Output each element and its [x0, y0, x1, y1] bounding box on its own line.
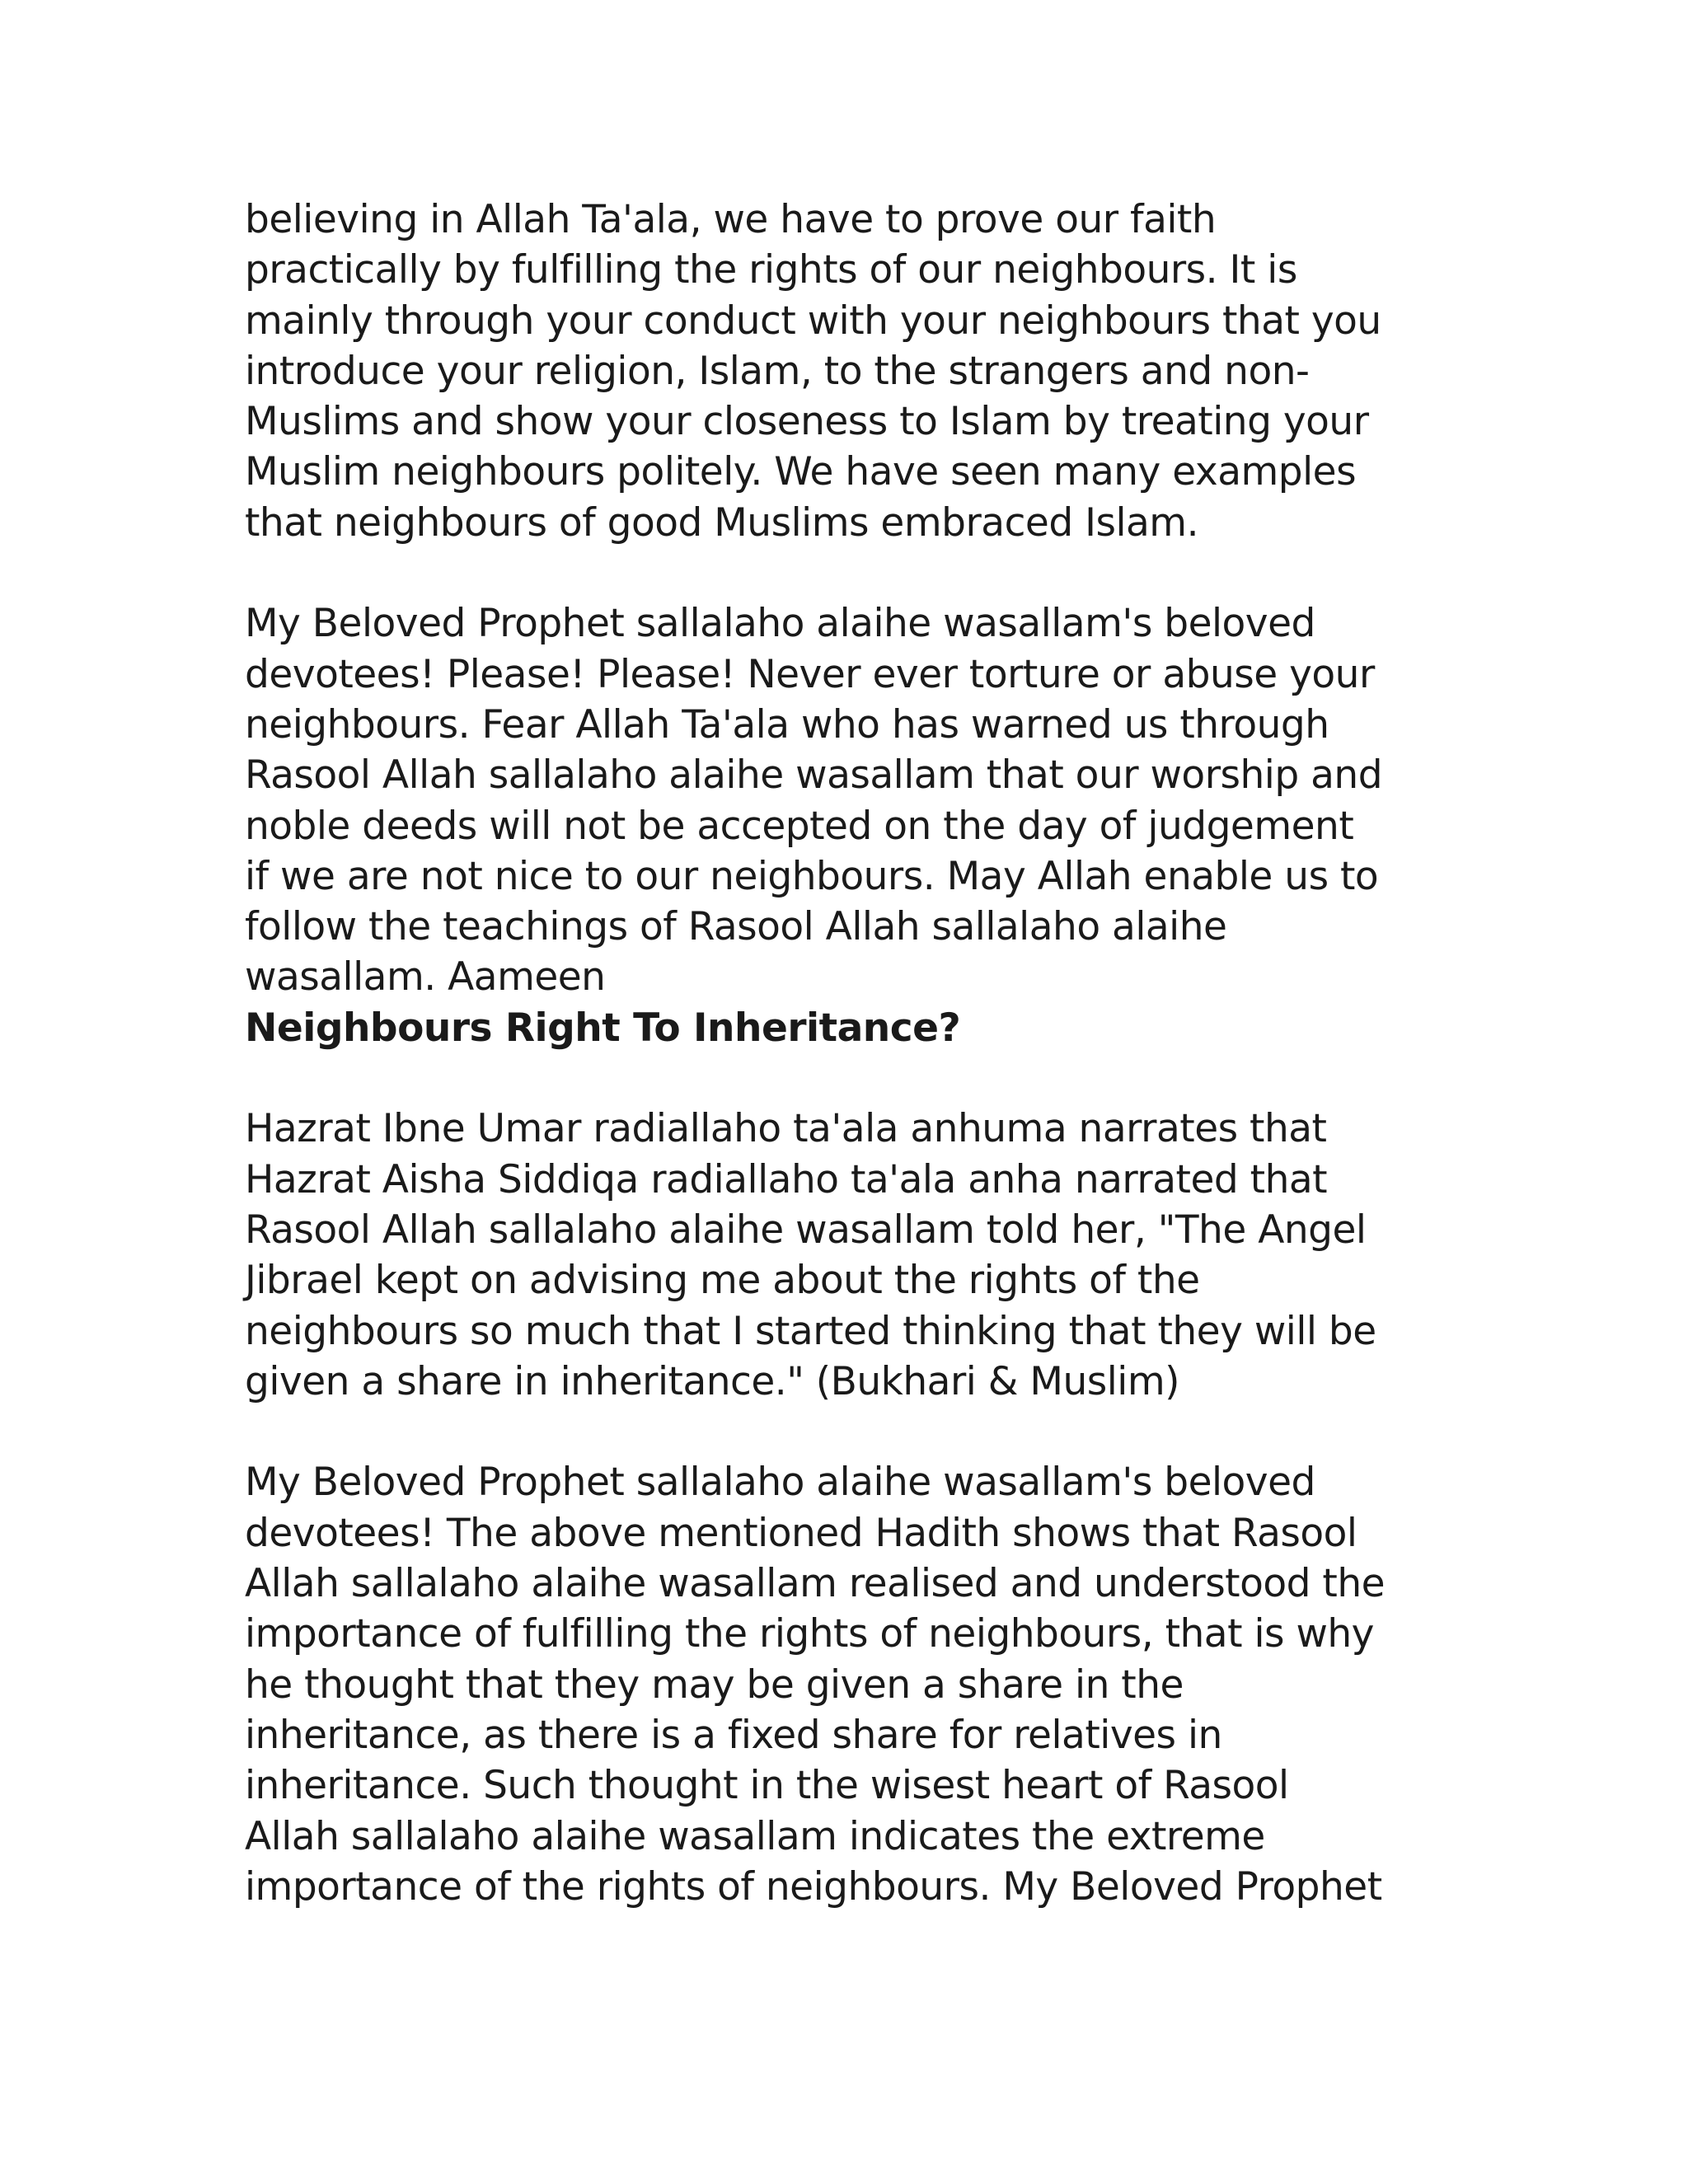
text-line: inheritance, as there is a fixed share for relatives in [245, 1712, 1222, 1758]
text-line: wasallam. Aameen [245, 954, 606, 1001]
paragraph-1 [245, 194, 1465, 548]
text-line: Rasool Allah sallalaho alaihe wasallam told her, "The Angel [245, 1207, 1367, 1253]
text-line: neighbours so much that I started thinking that they will be [245, 1308, 1376, 1354]
text-line: Jibrael kept on advising me about the rights of the [245, 1258, 1200, 1304]
text-line: Muslim neighbours politely. We have seen many examples [245, 449, 1357, 495]
paragraph-spacer [245, 1407, 1465, 1457]
text-line: inheritance. Such thought in the wisest heart of Rasool [245, 1763, 1289, 1809]
text-line: he thought that they may be given a share in the [245, 1661, 1184, 1708]
text-line: mainly through your conduct with your neighbours that you [245, 298, 1381, 344]
text-line: Rasool Allah sallalaho alaihe wasallam that our worship and [245, 752, 1383, 799]
text-line: believing in Allah Ta'ala, we have to prove our faith [245, 197, 1217, 242]
document-body [245, 194, 1465, 1912]
text-line: My Beloved Prophet sallalaho alaihe wasallam's beloved [245, 601, 1315, 647]
text-line: if we are not nice to our neighbours. May Allah enable us to [245, 853, 1379, 899]
text-line: Hazrat Aisha Siddiqa radiallaho ta'ala anha narrated that [245, 1156, 1328, 1202]
text-line: Muslims and show your closeness to Islam by treating your [245, 399, 1369, 445]
text-line: practically by fulfilling the rights of our neighbours. It is [245, 247, 1297, 293]
text-line: importance of the rights of neighbours. My Beloved Prophet [245, 1863, 1382, 1910]
text-line: My Beloved Prophet sallalaho alaihe wasallam's beloved [245, 1460, 1315, 1506]
text-line: devotees! Please! Please! Never ever torture or abuse your [245, 651, 1375, 697]
text-line: noble deeds will not be accepted on the day of judgement [245, 803, 1354, 849]
paragraph-spacer [245, 548, 1465, 598]
text-line: follow the teachings of Rasool Allah sallalaho alaihe [245, 904, 1227, 950]
paragraph-2 [245, 598, 1465, 1002]
text-line: importance of fulfilling the rights of neighbours, that is why [245, 1611, 1374, 1657]
section-heading: Neighbours Right To Inheritance? [245, 1005, 961, 1051]
text-line: devotees! The above mentioned Hadith shows that Rasool [245, 1510, 1357, 1556]
text-line: Allah sallalaho alaihe wasallam realised and understood the [245, 1561, 1386, 1607]
text-line: that neighbours of good Muslims embraced Islam. [245, 499, 1199, 546]
paragraph-4 [245, 1457, 1465, 1912]
text-line: Hazrat Ibne Umar radiallaho ta'ala anhuma narrates that [245, 1106, 1327, 1152]
text-line: given a share in inheritance." (Bukhari & Muslim) [245, 1358, 1179, 1404]
text-line: neighbours. Fear Allah Ta'ala who has warned us through [245, 701, 1329, 748]
paragraph-spacer [245, 1053, 1465, 1104]
text-line: introduce your religion, Islam, to the strangers and non- [245, 348, 1310, 394]
paragraph-3 [245, 1104, 1465, 1407]
text-line: Allah sallalaho alaihe wasallam indicates the extreme [245, 1813, 1265, 1859]
